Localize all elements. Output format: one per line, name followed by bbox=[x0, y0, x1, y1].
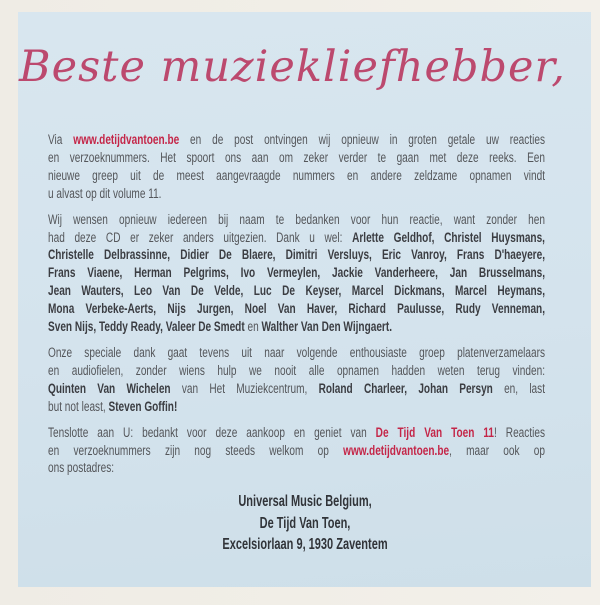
accent-link-text: www.detijdvantoen.be bbox=[343, 442, 450, 459]
text-line bbox=[48, 265, 545, 283]
address-line-series: De Tijd Van Toen, bbox=[259, 514, 351, 532]
bold-name-text: Arlette Geldhof, Christel Huysmans, bbox=[352, 229, 545, 246]
body-text-segment: en audiofielen, zonder wiens hulp we nooit alle opnamen hadden weten terug vinden: bbox=[48, 362, 545, 379]
bold-name-text: Roland Charleer, Johan Persyn bbox=[318, 380, 493, 397]
text-line bbox=[48, 132, 545, 150]
paragraph bbox=[48, 345, 545, 417]
text-line bbox=[48, 301, 545, 319]
text-line bbox=[48, 247, 545, 265]
text-line bbox=[48, 425, 545, 443]
paragraph bbox=[48, 212, 545, 337]
body-text-segment: en bbox=[244, 319, 262, 336]
body-text-segment: had deze CD er zeker anders uitgezien. Dank u wel: bbox=[48, 229, 353, 246]
bold-name-text: Walther Van Den Wijngaert. bbox=[261, 319, 393, 336]
text-line bbox=[48, 186, 545, 204]
text-line bbox=[48, 460, 545, 478]
page-title: Beste muziekliefhebber, bbox=[19, 42, 566, 92]
paragraphs bbox=[48, 132, 545, 478]
bold-name-text: Jean Wauters, Leo Van De Velde, Luc De Keyser, Marcel Dickmans, Marcel Heymans, bbox=[48, 283, 545, 300]
bold-name-text: Christelle Delbrassinne, Didier De Blaere, Dimitri Versluys, Eric Vanroy, Frans D'haeyere, bbox=[48, 247, 545, 264]
body-text-segment: but not least, bbox=[48, 398, 109, 415]
body-text-segment: ! Reacties bbox=[494, 424, 545, 441]
accent-link-text: De Tijd Van Toen 11 bbox=[375, 424, 495, 441]
text-line bbox=[48, 345, 545, 363]
text-line bbox=[48, 319, 545, 337]
body-text-segment: en verzoeknummers. Het spoort ons aan om zeker verder te gaan met deze reeks. Een bbox=[48, 149, 545, 166]
bold-name-text: Quinten Van Wichelen bbox=[48, 380, 171, 397]
paragraph bbox=[48, 425, 545, 479]
bold-name-text: Sven Nijs, Teddy Ready, Valeer De Smedt bbox=[48, 319, 245, 336]
address-line-company: Universal Music Belgium, bbox=[238, 493, 372, 511]
body-text-segment: Wij wensen opnieuw iedereen bij naam te bedanken voor hun reactie, want zonder hen bbox=[48, 211, 545, 228]
body-text-segment: van Het Muziekcentrum, bbox=[170, 380, 319, 397]
body-text-segment: nieuwe greep uit de meest aangevraagde nummers en andere zeldzame opnamen vindt bbox=[48, 167, 545, 184]
body-text bbox=[48, 132, 545, 556]
body-text-segment: Via bbox=[48, 132, 74, 148]
accent-link-text: www.detijdvantoen.be bbox=[73, 132, 180, 148]
text-line bbox=[48, 399, 545, 417]
text-line bbox=[48, 230, 545, 248]
text-line bbox=[48, 212, 545, 230]
booklet-inner-panel bbox=[18, 12, 591, 587]
body-text-segment: Tenslotte aan U: bedankt voor deze aankoop en geniet van bbox=[48, 424, 376, 441]
body-text-segment: en, last bbox=[492, 380, 545, 397]
bold-name-text: Steven Goffin! bbox=[108, 398, 178, 415]
body-text-segment: en verzoeknummers zijn nog steeds welkom op bbox=[48, 442, 344, 459]
bold-name-text: Frans Viaene, Herman Pelgrims, Ivo Vermeylen, Jackie Vanderheere, Jan Brusselmans, bbox=[48, 265, 545, 282]
body-text-segment: u alvast op dit volume 11. bbox=[48, 185, 162, 202]
text-line bbox=[48, 363, 545, 381]
body-text-segment: ons postadres: bbox=[48, 460, 115, 477]
text-line bbox=[48, 283, 545, 301]
paragraph bbox=[48, 132, 545, 204]
postal-address bbox=[48, 491, 545, 556]
address-line-street: Excelsiorlaan 9, 1930 Zaventem bbox=[222, 536, 388, 554]
text-line bbox=[48, 381, 545, 399]
body-text-segment: Onze speciale dank gaat tevens uit naar volgende enthousiaste groep platenverzamelaars bbox=[48, 344, 545, 361]
text-line bbox=[48, 150, 545, 168]
body-text-segment: en de post ontvingen wij opnieuw in groten getale uw reacties bbox=[179, 132, 545, 148]
bold-name-text: Mona Verbeke-Aerts, Nijs Jurgen, Noel Van Haver, Richard Paulusse, Rudy Venneman, bbox=[48, 301, 545, 318]
text-line bbox=[48, 168, 545, 186]
body-text-segment: , maar ook op bbox=[449, 442, 545, 459]
text-line bbox=[48, 443, 545, 461]
